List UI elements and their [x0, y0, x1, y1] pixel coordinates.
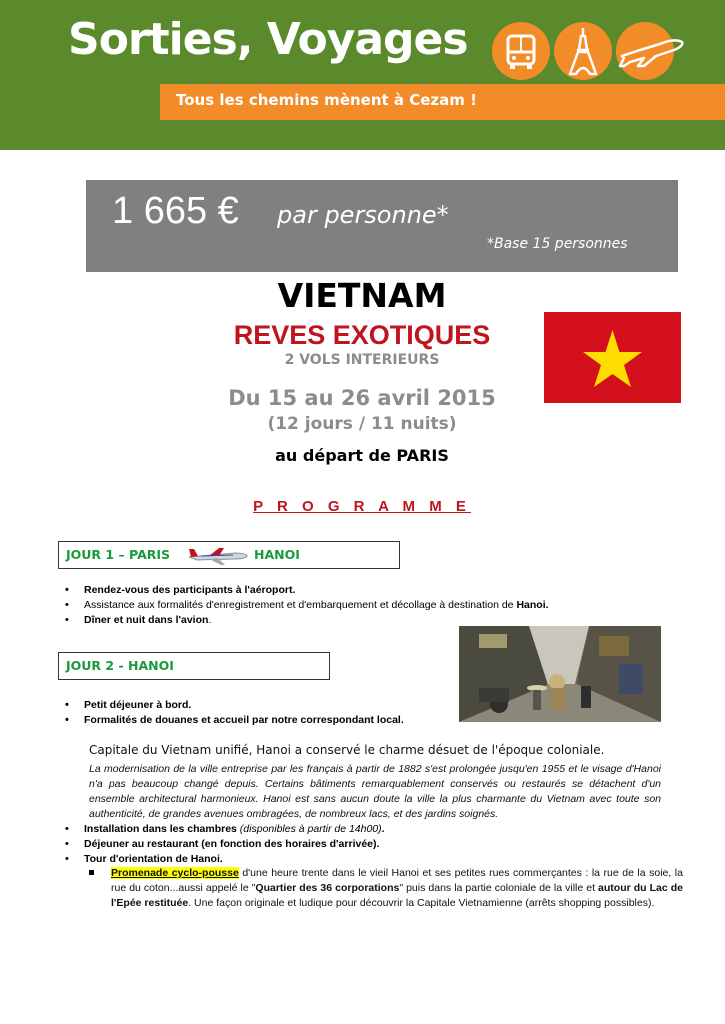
- day1-list: [62, 583, 662, 628]
- hanoi-intro: Capitale du Vietnam unifié, Hanoi a conservé le charme désuet de l'époque coloniale.: [89, 743, 605, 757]
- list-item: • Formalités de douanes et accueil par notre correspondant local.: [62, 713, 452, 728]
- star-icon: [544, 312, 681, 403]
- day2-list: [62, 698, 452, 728]
- list-item: • Assistance aux formalités d'enregistrement et d'embarquement et décollage à destination de Hanoi.: [62, 598, 662, 613]
- price-per-person: par personne*: [277, 201, 449, 229]
- price-base-note: *Base 15 personnes: [487, 236, 628, 252]
- list-item: • Tour d'orientation de Hanoi.: [62, 852, 662, 867]
- day2-label: JOUR 2 - HANOI: [66, 658, 174, 673]
- trip-name: REVES EXOTIQUES: [233, 320, 491, 350]
- country-title: VIETNAM: [277, 276, 447, 315]
- list-item: • Rendez-vous des participants à l'aéroport.: [62, 583, 662, 598]
- price-amount: 1 665 €: [112, 190, 239, 232]
- programme-heading: P R O G R A M M E: [253, 498, 471, 515]
- day2-box: [58, 652, 330, 680]
- trip-dates: Du 15 au 26 avril 2015: [228, 386, 496, 410]
- day1-label-left: JOUR 1 – PARIS: [66, 547, 171, 562]
- trip-departure: au départ de PARIS: [275, 446, 449, 465]
- eiffel-tower-icon: [554, 22, 612, 80]
- day1-box: [58, 541, 400, 569]
- vietnam-flag: [544, 312, 681, 403]
- square-bullet-icon: [89, 870, 94, 875]
- list-item: • Déjeuner au restaurant (en fonction des horaires d'arrivée).: [62, 837, 662, 852]
- list-item: • Dîner et nuit dans l'avion.: [62, 613, 662, 628]
- bus-icon: [492, 22, 550, 80]
- hanoi-description: La modernisation de la ville entreprise par les français à partir de 1882 s'est prolongée jusqu'en 1955 et le visage d'Hanoi n'a pas beaucoup changé depuis. Certains bâtiments remarquablement conservés ou restaurés se détachent d'un ensemble architectural harmonieux. Hanoi est sans aucun doute la ville la plus charmante du Vietnam avec toute son authenticité, de grandes avenues ombragées, de nombreux lacs, et des jardins soignés.: [89, 763, 661, 820]
- header-tagline: Tous les chemins mènent à Cezam !: [176, 91, 477, 109]
- day1-label-right: HANOI: [254, 547, 300, 562]
- airplane-icon: [187, 544, 249, 566]
- cyclo-pousse-item: Promenade cyclo-pousse d'une heure trente dans le vieil Hanoi et ses petites rues commerçantes : la rue de la soie, la rue du coton...aussi appelé le "Quartier des 36 corporations" puis dans la partie coloniale de la ville et autour du Lac de l'Epée restituée. Une façon originale et ludique pour découvrir la Capitale Vietnamienne (arrêts shopping possibles).: [89, 866, 683, 911]
- header-title: Sorties, Voyages: [68, 14, 468, 65]
- hanoi-street-photo: [459, 626, 661, 722]
- day2-activities: [62, 822, 662, 867]
- airplane-icon: [616, 22, 674, 80]
- list-item: • Petit déjeuner à bord.: [62, 698, 452, 713]
- list-item: • Installation dans les chambres (disponibles à partir de 14h00).: [62, 822, 662, 837]
- trip-flights: 2 VOLS INTERIEURS: [284, 352, 440, 368]
- trip-duration: (12 jours / 11 nuits): [267, 414, 457, 434]
